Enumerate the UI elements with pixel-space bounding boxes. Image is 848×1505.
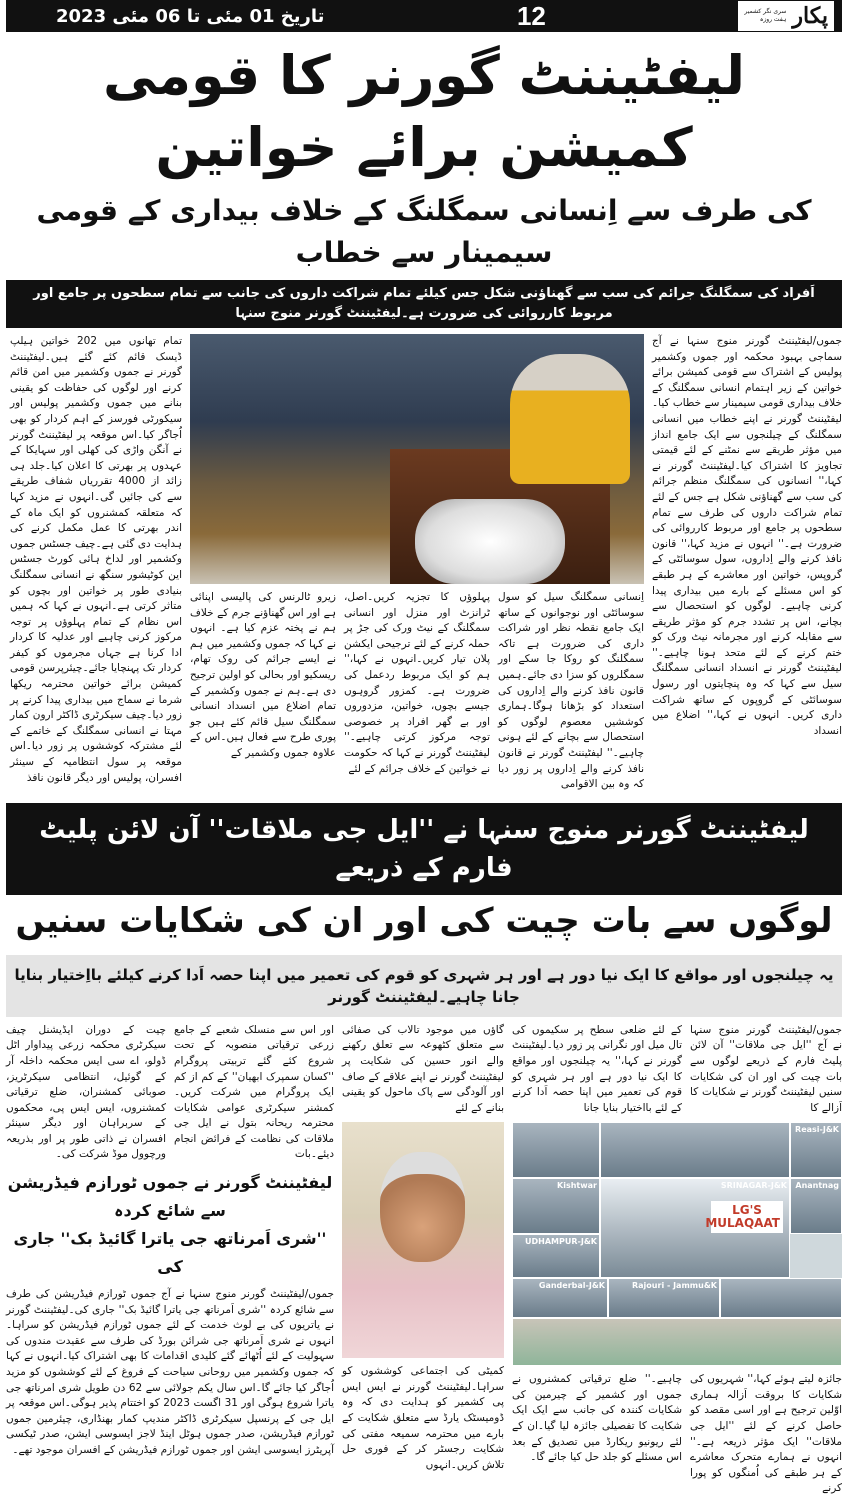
story2-column-3: گاؤں میں موجود تالاب کی صفائی سے متعلق کٹھوعہ سے تعلق رکھنے والے انور حسین کی شکایت پر لیفٹیننٹ گورنر نے اپنے علاقے کے صاف اور آلودگی سے پاک ماحول کو یقینی بنانے کے لئے xyxy=(342,1023,504,1114)
tile-label: Rajouri - Jammu&K xyxy=(632,1281,717,1291)
issue-date: تاریخ 01 مئی تا 06 مئی 2023 xyxy=(56,5,325,27)
masthead-bar xyxy=(6,0,842,32)
story2-column-1: جموں/لیفٹیننٹ گورنر منوج سنہا نے آج ''ایل جی ملاقات'' آن لائن پلیٹ فارم کے ذریعے لوگوں سے بات چیت کی اور ان کی شکایات سنیں لیفٹیننٹ گورنر نے شکایات کا اَزالے کا xyxy=(690,1023,842,1114)
video-tile xyxy=(790,1178,842,1234)
page-number: 12 xyxy=(516,0,546,31)
story2-strap: یہ چیلنجوں اور مواقع کا ایک نیا دور ہے اور ہر شہری کو قوم کی تعمیر میں اپنا حصہ اَدا کرنے کیلئے بااِختیار بنایا جانا چاہیے۔لیفٹیننٹ گورنر xyxy=(6,955,842,1017)
main-headline: لیفٹیننٹ گورنر کا قومی کمیشن برائے خواتین xyxy=(102,44,746,179)
logo-city: سری نگر کشمیر xyxy=(744,8,787,15)
story2-bottom-columns xyxy=(512,1372,842,1497)
story3-headline-line1: لیفٹیننٹ گورنر نے جموں ٹورازم فیڈریشن سے شائع کردہ xyxy=(7,1173,333,1221)
story1-lower-columns xyxy=(190,590,644,793)
story2-column-8: کمیٹی کی اجتماعی کوششوں کو سراہا۔لیفٹیننٹ گورنر نے ایس ایس پی کشمیر کو ہدایت دی کہ وہ ڈومیسٹک یارڈ سے متعلق شکایت کے بارے میں محترمہ سمیعہ مفتی کی شکایت رجسٹر کر کے فوری حل تلاش کریں۔انہوں xyxy=(342,1365,504,1471)
tile-label: Anantnag xyxy=(795,1181,839,1191)
story1-strap: اَفراد کی سمگلنگ جرائم کی سب سے گھناؤنی شکل جس کیلئے تمام شراکت داروں کی جانب سے تمام سطحوں پر جامع اور مربوط کارروائی کی ضرورت ہے۔لیفٹیننٹ گورنر منوج سنہا xyxy=(6,280,842,328)
story3-headline-line2: ''شری اَمرناتھ جی یاترا گائیڈ بک'' جاری کی xyxy=(13,1229,327,1277)
story2-right-stack xyxy=(512,1023,842,1497)
story1-column-5: زیرو ٹالرنس کی پالیسی اپنائی ہے اور اس گھناؤنے جرم کے خلاف ہم نے پختہ عزم کیا ہے۔ انہوں نے کہا کہ جموں وکشمیر میں ہم نے ایسے جرائم کی روک تھام، ریسکیو اور بحالی کو اولین ترجیح دی ہے۔ہم نے جموں وکشمیر کے تمام اضلاع میں انسداد انسانی سمگلنگ سیل قائم کئے ہیں جو پوری طرح سے فعال ہیں۔اس کے علاوہ جموں وکشمیر کے xyxy=(190,591,336,759)
story2-column-7: چاہیے۔'' ضلع ترقیاتی کمشنروں نے جموں اور کشمیر کے چیرمین کی شکایات کنندہ کی جانب سے ایک ایک شکایت کا تفصیلی جائزہ لیا گیا۔ان کے لئے ریونیو ریکارڈ میں تصدیق کے بعد اس مسئلے کو جلد حل کیا جائے گا۔ xyxy=(512,1373,682,1464)
tile-label: Ganderbal-J&K xyxy=(538,1281,605,1291)
story3-body: جموں/لیفٹیننٹ گورنر منوج سنہا نے آج جموں ٹورازم فیڈریشن کی طرف سے شائع کردہ ''شری اَمرناتھ جی یاترا گائیڈ بک'' جاری کی۔لیفٹیننٹ گورنر نے یاتریوں کی بے لوث خدمت کے لئے جموں ٹورازم فیڈریشن کو سراہا۔انہوں نے شری اَمرناتھ جی شرائن بورڈ کی طرف سے عقیدت مندوں کی سہولیت کے لئے اُٹھائے گئے کلیدی اقدامات کا بھی اشتراک کیا۔انہوں نے کہا کہ جموں وکشمیر میں روحانی سیاحت کے فروغ کے لئے کوششوں کو مزید اُجاگر کیا جائے گا۔اس سال یکم جولائی سے 62 دن طویل شری امرناتھ جی یاترا شروع ہوگی اور 31 اگست 2023 کو اختتام پذیر ہوگی۔اس موقعہ پر ایل جی کے پرنسپل سیکرٹری ڈاکٹر مندیپ کمار بھنڈاری، چیئرمین جموں ٹورازم فیڈریشن، صدر جموں ہوٹل اینڈ لاجز ایسوسی ایشن، صدر ٹیکسی آپریٹرز ایسوسی ایشن اور جموں ٹورازم فیڈریشن کے افسران موجود تھے۔ xyxy=(6,1288,334,1456)
story2-column-4: اور اس سے منسلک شعبے کے جامع زرعی ترقیاتی منصوبہ کے تحت شروع کئے گئے تربیتی پروگرام ''کسان سمپرک ابھیان'' کے کم از کم ایک پروگرام میں شرکت کریں۔کمشنر سیکرٹری عوامی شکایات محترمہ ریحانہ بتول نے ایل جی ملاقات کی نظامت کے فرائض انجام دیئے۔بات xyxy=(174,1023,334,1161)
video-tile xyxy=(600,1122,790,1178)
story1-column-3: اِنسانی سمگلنگ سیل کو سول سوسائٹی اور نوجوانوں کے ساتھ ایک جامع نقطہ نظر اور شراکت داری کی ضرورت ہے تاکہ سمگلنگ کو روکا جا سکے اور سمگلروں کو سزا دی جائے۔ہمیں قانون نافذ کرنے والے اِداروں کی استعداد کو بڑھانا ہوگا۔ہماری کوششیں معصوم لوگوں کو استحصال سے بچانے کے لئے ہونی چاہیے۔'' لیفٹیننٹ گورنر نے قانون نافذ کرنے والے اِداروں پر زور دیا کہ وہ بین الاقوامی xyxy=(498,591,644,791)
story1-body xyxy=(6,334,842,793)
seminar-photo xyxy=(190,334,644,584)
story1-center xyxy=(190,334,644,793)
lg-mulaqaat-sign: LG'S MULAQAAT xyxy=(711,1201,783,1233)
story2-subheadline: لوگوں سے بات چیت کی اور ان کی شکایات سنیں xyxy=(15,900,833,941)
speaker-figure xyxy=(510,354,630,484)
story2-column-2: کے لئے ضلعی سطح پر سکیموں کی تال میل اور نگرانی پر زور دیا۔لیفٹیننٹ گورنر نے کہا،'' یہ چیلنجوں اور مواقع کا ایک نیا دور ہے اور ہر شہری کو قوم کی تعمیر میں اپنا حصہ اَدا کرنے کے لئے بااختیار بنایا جانا xyxy=(512,1023,682,1114)
tile-label: Kishtwar xyxy=(557,1181,597,1191)
logo-tagline: ہفت روزہ xyxy=(759,16,787,23)
video-tile xyxy=(512,1178,600,1234)
video-tile xyxy=(790,1122,842,1178)
lg-mulaqaat-video-conference-photo xyxy=(512,1122,842,1366)
video-tile xyxy=(600,1178,790,1278)
story1-column-4: پہلوؤں کا تجزیہ کریں۔اصل، ٹرانزٹ اور منزل اور انسانی سمگلنگ کے نیٹ ورک کی جڑ پر حملہ کرنے کے لئے ترجیحی ایکشن پلان تیار کریں۔انہوں نے کہا،'' ہم کو ایک مربوط ردعمل کی ضرورت ہے۔ کمزور گروہوں جیسے بچوں، خواتین، مزدوروں اور بے گھر افراد پر خصوصی توجہ مرکوز کرتی چاہیے۔'' لیفٹیننٹ گورنر نے کہا کہ حکومت نے خواتین کے خلاف جرائم کے لئے xyxy=(344,591,490,775)
newspaper-logo xyxy=(738,1,834,31)
flower-bouquet xyxy=(415,499,565,584)
story2-column-6: جائزہ لیتے ہوئے کہا،'' شہریوں کی شکایات کا بروقت اَزالہ ہماری اوّلین ترجیح ہے اور اسی مقصد کو حاصل کرنے کے لئے ''ایل جی ملاقات'' ایک مؤثر ذریعہ ہے۔'' انہوں نے ہمارے متحرک معاشرے کے ہر طبقے کی اُمنگوں کو پورا کرنے xyxy=(690,1373,842,1495)
story2-headline: لیفٹیننٹ گورنر منوج سنہا نے ''ایل جی ملاقات'' آن لائن پلیٹ فارم کے ذریعے xyxy=(6,803,842,895)
logo-name: پکار xyxy=(792,3,828,29)
story2-middle-stack xyxy=(342,1023,504,1474)
video-tile xyxy=(512,1234,600,1278)
logo-captions xyxy=(744,8,786,24)
video-tile xyxy=(512,1122,600,1178)
video-tile xyxy=(608,1278,720,1318)
video-tile xyxy=(720,1278,842,1318)
story3-headline xyxy=(6,1169,334,1281)
lg-portrait-photo xyxy=(342,1122,504,1358)
story1-column-2: تمام تھانوں میں 202 خواتین ہیلپ ڈیسک قائم کئے گئے ہیں۔لیفٹیننٹ گورنر نے جموں وکشمیر میں امن قائم کرنے اور لوگوں کی حفاظت کو یقینی بنانے میں جموں وکشمیر پولیس اور سیکورٹی فورسز کے اہم کردار کو بھی اُجاگر کیا۔اس موقعہ پر لیفٹیننٹ گورنر نے آنگن واڑی کی کھلی اور سہایکا کے عہدوں پر بھرتی کا اعلان کیا۔جلد ہی زائد از 4000 تقرریاں شفاف طریقے سے کی جائیں گی۔انہوں نے مزید کہا کہ متعلقہ کمشنروں کو ایک ماہ کے اندر بھرتی کا عمل مکمل کرنے کی ہدایت دی گئی ہے۔چیف جسٹس جموں وکشمیر اور لداخ ہائی کورٹ جسٹس این کوٹیشور سنگھ نے انسانی سمگلنگ بنیادی طور پر خواتین اور بچوں کو متاثر کرتی ہے۔انہوں نے کہا کہ ہمیں اس نظام کے تمام پہلوؤں پر توجہ مرکوز کرنی چاہیے اور عدلیہ کا کردار ادا کرنا ہے جہاں مجرموں کو کیفر کردار تک پہنچایا جائے۔چیئرپرسن قومی کمیشن برائے خواتین محترمہ ریکھا شرما نے سماج میں بیداری پیدا کرنے پر زور دیا۔چیف سیکرٹری ڈاکٹر ارون کمار مہتا نے انسانی سمگلنگ کے خاتمے کے لئے مشترکہ کوششوں پر زور دیا۔اس موقعہ پر سول انتظامیہ کے سینئر افسران، پولیس اور دیگر قانون نافذ xyxy=(10,335,182,784)
story1-column-1: جموں/لیفٹیننٹ گورنر منوج سنہا نے آج سماجی بہبود محکمہ اور جموں وکشمیر پولیس کے اشتراک سے قومی کمیشن برائے خواتین کے زیر اہتمام انسانی سمگلنگ کے خلاف بیداری قومی سیمینار سے خطاب کیا۔لیفٹیننٹ گورنر نے اپنے خطاب میں انسانی سمگلنگ کے چیلنجوں سے ایک جامع انداز میں مؤثر طریقے سے نمٹنے کے لئے قیمتی تجاویز کا اشتراک کیا۔لیفٹیننٹ گورنر نے کہا،'' انسانوں کی سمگلنگ منظم جرائم کی سب سے گھناؤنی شکل ہے جس کے لئے تمام شراکت داروں کی طرف سے تمام سطحوں پر جامع اور مربوط کارروائی کی ضرورت ہے۔'' انہوں نے مزید کہا،'' قانون نافذ کرنے والے اِداروں، سول سوسائٹی کے گروپس، خواتین اور معاشرے کے ہر طبقے کو اس مسئلے کے بارے میں بیداری پیدا کرنی چاہیے۔ لوگوں کو استحصال سے بچانے، اس پر تشدد جرم کو مؤثر طریقے سے مقابلہ کرنے اور مجرمانہ نیٹ ورک کو ختم کرنے کے لئے متحد ہونا چاہیے۔'' لیفٹیننٹ گورنر نے انسداد انسانی سمگلنگ سیل سے کہا کہ وہ پنچایتوں اور رسول سوسائٹی کے گروپوں کے ساتھ شراکت داری کریں۔ انہوں نے کہا،'' اضلاع میں انسداد xyxy=(652,335,842,737)
tile-label: SRINAGAR-J&K xyxy=(720,1181,787,1191)
conference-room-tile xyxy=(512,1318,842,1366)
portrait-face xyxy=(380,1152,465,1262)
story2-top-columns xyxy=(512,1023,842,1117)
story2-left-columns xyxy=(6,1023,334,1163)
tile-label: UDHAMPUR-J&K xyxy=(525,1237,597,1247)
main-subheadline: کی طرف سے اِنسانی سمگلنگ کے خلاف بیداری کے قومی سیمینار سے خطاب xyxy=(36,194,812,269)
story2-left-stack xyxy=(6,1023,334,1459)
story2-column-5: چیت کے دوران ایڈیشنل چیف سیکرٹری محکمہ زرعی پیداوار اٹل ڈولو، اے سی ایس محکمہ داخلہ آر کے گوئیل، انتظامی سیکرٹریز، صوبائی کمشنران، ضلع ترقیاتی کمشنروں، ایس ایس پی، محکموں کے سربراہان اور دیگر سینئر افسران نے ذاتی طور پر اور بذریعہ ورچوول موڈ شرکت کی۔ xyxy=(6,1023,166,1161)
tile-label: Reasi-J&K xyxy=(795,1125,839,1135)
video-tile xyxy=(512,1278,608,1318)
story2-body xyxy=(6,1023,842,1497)
